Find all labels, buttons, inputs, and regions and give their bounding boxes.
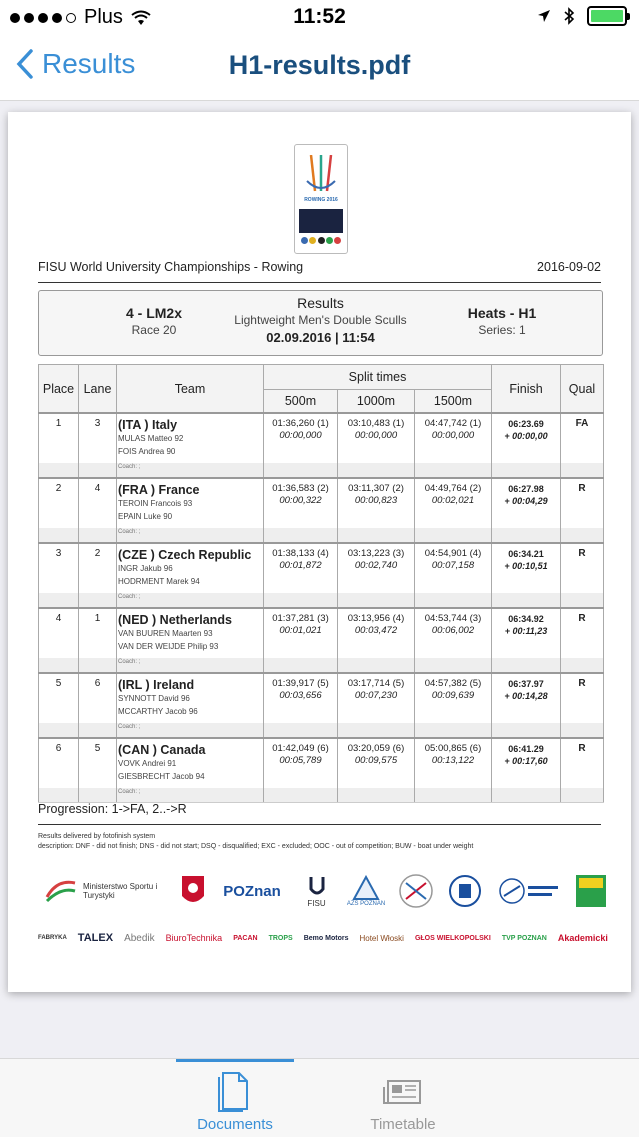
coach-row: Coach: ; bbox=[39, 463, 604, 478]
lane-cell: 6 bbox=[79, 673, 117, 723]
header-500m: 500m bbox=[264, 390, 338, 414]
table-row bbox=[39, 543, 604, 593]
qual-cell: R bbox=[561, 543, 604, 593]
sponsor-logo bbox=[574, 874, 608, 908]
race-info-box bbox=[38, 290, 603, 356]
header-1000m: 1000m bbox=[338, 390, 415, 414]
finish-cell: 06:23.69 + 00:00,00 bbox=[492, 413, 561, 463]
timetable-icon bbox=[382, 1073, 424, 1113]
team-cell bbox=[117, 478, 264, 528]
race-code: 4 - LM2x bbox=[125, 305, 182, 321]
battery-icon bbox=[587, 6, 627, 26]
split-1000-cell: 03:10,483 (1) 00:00,000 bbox=[338, 413, 415, 463]
team-cell bbox=[117, 608, 264, 658]
place-cell: 5 bbox=[39, 673, 79, 723]
tab-bar bbox=[0, 1058, 639, 1137]
sponsors-row-2 bbox=[38, 920, 608, 956]
sponsor-logo bbox=[396, 873, 436, 909]
race-datetime: 02.09.2016 | 11:54 bbox=[266, 330, 375, 345]
sponsor-logo: PACAN bbox=[233, 934, 258, 942]
sponsor-logo: Ministerstwo Sportu i Turystyki bbox=[38, 877, 168, 905]
coach-row: Coach: ; bbox=[39, 593, 604, 608]
results-label: Results bbox=[297, 295, 344, 311]
rower-name: GIESBRECHT Jacob 94 bbox=[118, 772, 205, 781]
back-label: Results bbox=[42, 48, 136, 79]
header-1500m: 1500m bbox=[415, 390, 492, 414]
sponsor-logo: BiuroTechnika bbox=[165, 933, 223, 943]
split-1500-cell: 04:49,764 (2) 00:02,021 bbox=[415, 478, 492, 528]
rower-name: INGR Jakub 96 bbox=[118, 564, 173, 573]
place-cell: 6 bbox=[39, 738, 79, 788]
tab-timetable[interactable] bbox=[344, 1059, 462, 1137]
sponsor-logo: FABRYKA bbox=[38, 935, 67, 941]
split-1500-cell: 04:53,744 (3) 00:06,002 bbox=[415, 608, 492, 658]
rower-name: HODRMENT Marek 94 bbox=[118, 577, 200, 586]
header-team: Team bbox=[117, 365, 264, 414]
lane-cell: 5 bbox=[79, 738, 117, 788]
rower-name: VAN DER WEIJDE Philip 93 bbox=[118, 642, 219, 651]
series-label: Series: 1 bbox=[478, 323, 526, 337]
qual-cell: R bbox=[561, 478, 604, 528]
sponsor-logo: TVP POZNAN bbox=[501, 934, 547, 942]
lane-cell: 3 bbox=[79, 413, 117, 463]
sponsor-logo: GŁOS WIELKOPOLSKI bbox=[414, 934, 491, 942]
sponsor-logo: AZS POZNAN bbox=[346, 875, 386, 907]
coach-row: Coach: ; bbox=[39, 658, 604, 673]
team-name: (FRA ) France bbox=[118, 483, 200, 497]
team-name: (ITA ) Italy bbox=[118, 418, 178, 432]
place-cell: 1 bbox=[39, 413, 79, 463]
header-finish: Finish bbox=[492, 365, 561, 414]
table-row bbox=[39, 478, 604, 528]
bluetooth-icon bbox=[563, 7, 575, 25]
split-1000-cell: 03:13,223 (3) 00:02,740 bbox=[338, 543, 415, 593]
rower-name: VAN BUUREN Maarten 93 bbox=[118, 629, 213, 638]
sponsors-row-1 bbox=[38, 870, 608, 912]
split-500-cell: 01:39,917 (5) 00:03,656 bbox=[264, 673, 338, 723]
status-bar bbox=[0, 0, 639, 36]
split-1500-cell: 05:00,865 (6) 00:13,122 bbox=[415, 738, 492, 788]
header-place: Place bbox=[39, 365, 79, 414]
sponsor-logo bbox=[178, 874, 208, 908]
team-cell bbox=[117, 543, 264, 593]
qual-cell: FA bbox=[561, 413, 604, 463]
sponsor-logo: Abedik bbox=[124, 932, 155, 944]
coach-row: Coach: ; bbox=[39, 788, 604, 803]
split-500-cell: 01:36,260 (1) 00:00,000 bbox=[264, 413, 338, 463]
document-header bbox=[38, 260, 601, 274]
delivered-text: Results delivered by fotofinish system bbox=[38, 833, 156, 840]
sponsor-logo: Hotel Włoski bbox=[359, 933, 404, 943]
rower-name: EPAIN Luke 90 bbox=[118, 512, 173, 521]
finish-cell: 06:41.29 + 00:17,60 bbox=[492, 738, 561, 788]
table-row bbox=[39, 608, 604, 658]
race-number: Race 20 bbox=[131, 323, 177, 337]
page-title: H1-results.pdf bbox=[228, 50, 411, 80]
split-1000-cell: 03:11,307 (2) 00:00,823 bbox=[338, 478, 415, 528]
divider bbox=[38, 282, 601, 283]
team-name: (CZE ) Czech Republic bbox=[118, 548, 252, 562]
split-1000-cell: 03:20,059 (6) 00:09,575 bbox=[338, 738, 415, 788]
sponsor-logo: Bemo Motors bbox=[303, 934, 349, 942]
delivery-notes bbox=[38, 832, 473, 852]
header-split: Split times bbox=[264, 365, 492, 390]
sponsor-logo: FISU bbox=[297, 875, 337, 908]
rower-name: TEROIN Francois 93 bbox=[118, 499, 193, 508]
rower-name: VOVK Andrei 91 bbox=[118, 759, 177, 768]
team-cell bbox=[117, 673, 264, 723]
split-1500-cell: 04:47,742 (1) 00:00,000 bbox=[415, 413, 492, 463]
rower-name: SYNNOTT David 96 bbox=[118, 694, 190, 703]
navigation-bar bbox=[0, 36, 639, 101]
location-icon bbox=[537, 9, 551, 23]
finish-cell: 06:37.97 + 00:14,28 bbox=[492, 673, 561, 723]
split-1500-cell: 04:54,901 (4) 00:07,158 bbox=[415, 543, 492, 593]
sponsor-logo: Akademicki bbox=[557, 933, 608, 943]
split-500-cell: 01:42,049 (6) 00:05,789 bbox=[264, 738, 338, 788]
split-1000-cell: 03:13,956 (4) 00:03,472 bbox=[338, 608, 415, 658]
rower-name: MULAS Matteo 92 bbox=[118, 434, 184, 443]
qual-cell: R bbox=[561, 673, 604, 723]
event-name: FISU World University Championships - Rowing bbox=[38, 260, 304, 274]
event-logo bbox=[294, 144, 348, 254]
status-right bbox=[537, 6, 627, 26]
finish-cell: 06:34.21 + 00:10,51 bbox=[492, 543, 561, 593]
sponsor-logo bbox=[495, 876, 565, 906]
description-text: description: DNF - did not finish; DNS - did not start; DSQ - disqualified; EXC - excluded; OOC - out of competition; BUW - boat under weight bbox=[38, 843, 474, 850]
qual-cell: R bbox=[561, 608, 604, 658]
pdf-page[interactable] bbox=[8, 112, 631, 992]
sponsor-logo: POZnan bbox=[223, 882, 281, 900]
team-cell bbox=[117, 413, 264, 463]
table-row bbox=[39, 413, 604, 463]
team-name: (IRL ) Ireland bbox=[118, 678, 195, 692]
status-time: 11:52 bbox=[293, 5, 346, 28]
place-cell: 3 bbox=[39, 543, 79, 593]
finish-cell: 06:27.98 + 00:04,29 bbox=[492, 478, 561, 528]
divider bbox=[38, 824, 601, 825]
place-cell: 2 bbox=[39, 478, 79, 528]
event-date: 2016-09-02 bbox=[537, 260, 601, 274]
split-500-cell: 01:36,583 (2) 00:00,322 bbox=[264, 478, 338, 528]
sponsor-logo bbox=[445, 874, 485, 908]
sponsor-logo: TALEX bbox=[77, 932, 114, 944]
split-1500-cell: 04:57,382 (5) 00:09,639 bbox=[415, 673, 492, 723]
documents-icon bbox=[215, 1067, 255, 1113]
team-name: (NED ) Netherlands bbox=[118, 613, 232, 627]
team-cell bbox=[117, 738, 264, 788]
split-1000-cell: 03:17,714 (5) 00:07,230 bbox=[338, 673, 415, 723]
race-name: Lightweight Men's Double Sculls bbox=[234, 313, 407, 327]
team-name: (CAN ) Canada bbox=[118, 743, 206, 757]
logo-text: ROWING 2016 bbox=[304, 197, 338, 203]
heat-label: Heats - H1 bbox=[467, 305, 537, 321]
lane-cell: 1 bbox=[79, 608, 117, 658]
carrier-label: Plus bbox=[84, 6, 123, 28]
lane-cell: 4 bbox=[79, 478, 117, 528]
results-table bbox=[38, 364, 604, 803]
table-row bbox=[39, 738, 604, 788]
rower-name: MCCARTHY Jacob 96 bbox=[118, 707, 198, 716]
qual-cell: R bbox=[561, 738, 604, 788]
tab-documents-label: Documents bbox=[197, 1116, 273, 1133]
rower-name: FOIS Andrea 90 bbox=[118, 447, 176, 456]
split-500-cell: 01:37,281 (3) 00:01,021 bbox=[264, 608, 338, 658]
tab-timetable-label: Timetable bbox=[370, 1116, 436, 1133]
progression-text: Progression: 1->FA, 2..->R bbox=[38, 802, 187, 816]
header-lane: Lane bbox=[79, 365, 117, 414]
header-qual: Qual bbox=[561, 365, 604, 414]
lane-cell: 2 bbox=[79, 543, 117, 593]
coach-row: Coach: ; bbox=[39, 528, 604, 543]
split-500-cell: 01:38,133 (4) 00:01,872 bbox=[264, 543, 338, 593]
sponsor-logo: TROPS bbox=[268, 934, 293, 942]
place-cell: 4 bbox=[39, 608, 79, 658]
table-row bbox=[39, 673, 604, 723]
finish-cell: 06:34.92 + 00:11,23 bbox=[492, 608, 561, 658]
coach-row: Coach: ; bbox=[39, 723, 604, 738]
tab-documents[interactable] bbox=[176, 1059, 294, 1137]
